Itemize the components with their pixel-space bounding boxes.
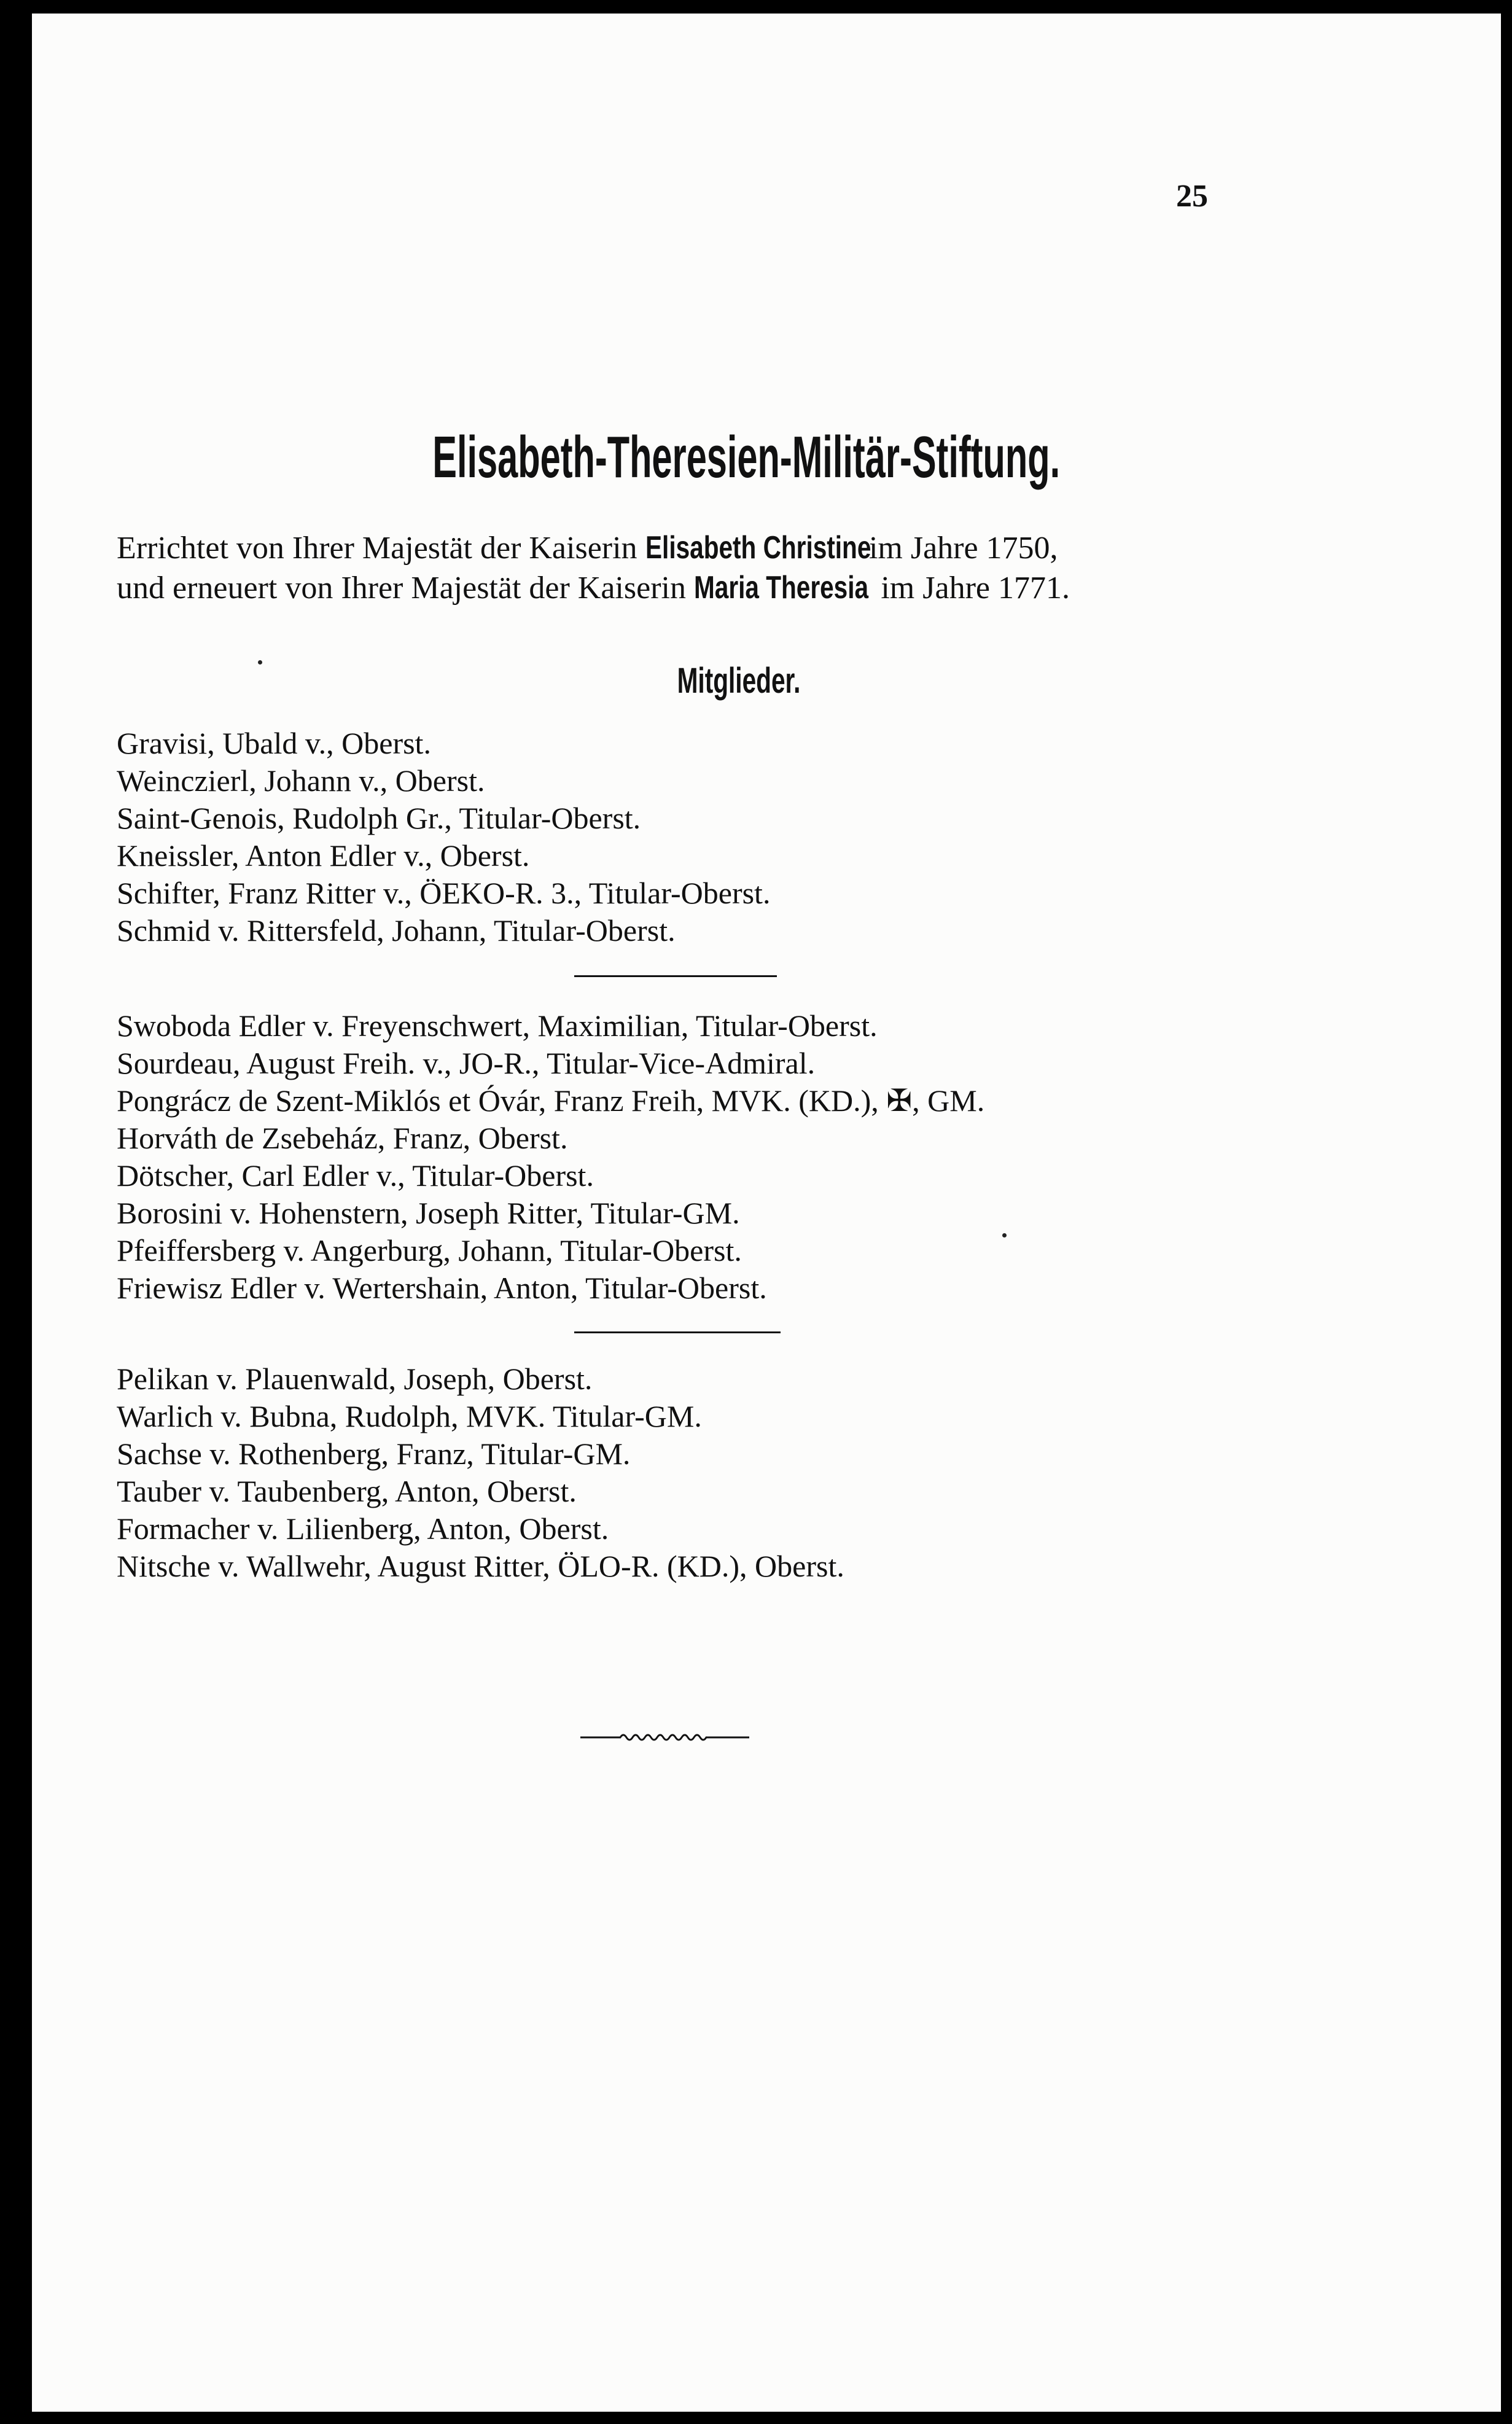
- list-item: Warlich v. Bubna, Rudolph, MVK. Titular-GM.: [117, 1399, 702, 1433]
- list-item: Horváth de Zsebeház, Franz, Oberst.: [117, 1121, 568, 1155]
- member-group-3: [117, 1360, 844, 1585]
- list-item: Nitsche v. Wallwehr, August Ritter, ÖLO-R. (KD.), Oberst.: [117, 1549, 844, 1583]
- section-divider: [574, 975, 777, 977]
- list-item: Borosini v. Hohenstern, Joseph Ritter, Titular-GM.: [117, 1196, 740, 1230]
- intro-empress-name-2: Maria Theresia: [693, 570, 869, 606]
- list-item: Formacher v. Lilienberg, Anton, Oberst.: [117, 1511, 609, 1546]
- intro-line-2-pre: und erneuert von Ihrer Majestät der Kaiserin: [117, 571, 694, 606]
- end-ornament: [580, 1729, 749, 1744]
- section-divider: [574, 1331, 781, 1333]
- member-group-2: [117, 1007, 984, 1307]
- list-item: Sachse v. Rothenberg, Franz, Titular-GM.: [117, 1436, 631, 1471]
- list-item: Gravisi, Ubald v., Oberst.: [117, 726, 431, 760]
- intro-line-2: [117, 568, 1284, 608]
- page-number: 25: [1176, 179, 1208, 214]
- member-group-1: [117, 725, 770, 949]
- list-item: Pfeiffersberg v. Angerburg, Johann, Titular-Oberst.: [117, 1233, 742, 1268]
- intro-empress-name-1: Elisabeth Christine: [645, 530, 871, 566]
- intro-line-1-post: im Jahre 1750,: [860, 531, 1058, 566]
- list-item: Dötscher, Carl Edler v., Titular-Oberst.: [117, 1158, 594, 1193]
- list-item: Pongrácz de Szent-Miklós et Óvár, Franz Freih, MVK. (KD.), ✠, GM.: [117, 1083, 985, 1118]
- list-item: Saint-Genois, Rudolph Gr., Titular-Oberst.: [117, 801, 641, 835]
- section-heading: Mitglieder.: [677, 661, 801, 701]
- list-item: Schifter, Franz Ritter v., ÖEKO-R. 3., Titular-Oberst.: [117, 876, 771, 910]
- scan-left-edge: [0, 0, 14, 2424]
- intro-line-1: [117, 528, 1284, 568]
- intro-line-2-post: im Jahre 1771.: [873, 571, 1070, 606]
- intro-paragraph: [117, 528, 1284, 608]
- list-item: Kneissler, Anton Edler v., Oberst.: [117, 838, 530, 873]
- list-item: Tauber v. Taubenberg, Anton, Oberst.: [117, 1474, 577, 1508]
- list-item: Sourdeau, August Freih. v., JO-R., Titular-Vice-Admiral.: [117, 1046, 816, 1080]
- list-item: Friewisz Edler v. Wertershain, Anton, Titular-Oberst.: [117, 1271, 767, 1305]
- intro-line-1-pre: Errichtet von Ihrer Majestät der Kaiserin: [117, 531, 645, 566]
- page-title: Elisabeth-Theresien-Militär-Stiftung.: [432, 424, 1061, 490]
- print-speck: [1002, 1233, 1007, 1237]
- list-item: Schmid v. Rittersfeld, Johann, Titular-Oberst.: [117, 913, 676, 948]
- list-item: Swoboda Edler v. Freyenschwert, Maximilian, Titular-Oberst.: [117, 1008, 878, 1043]
- list-item: Weinczierl, Johann v., Oberst.: [117, 763, 485, 798]
- list-item: Pelikan v. Plauenwald, Joseph, Oberst.: [117, 1362, 593, 1396]
